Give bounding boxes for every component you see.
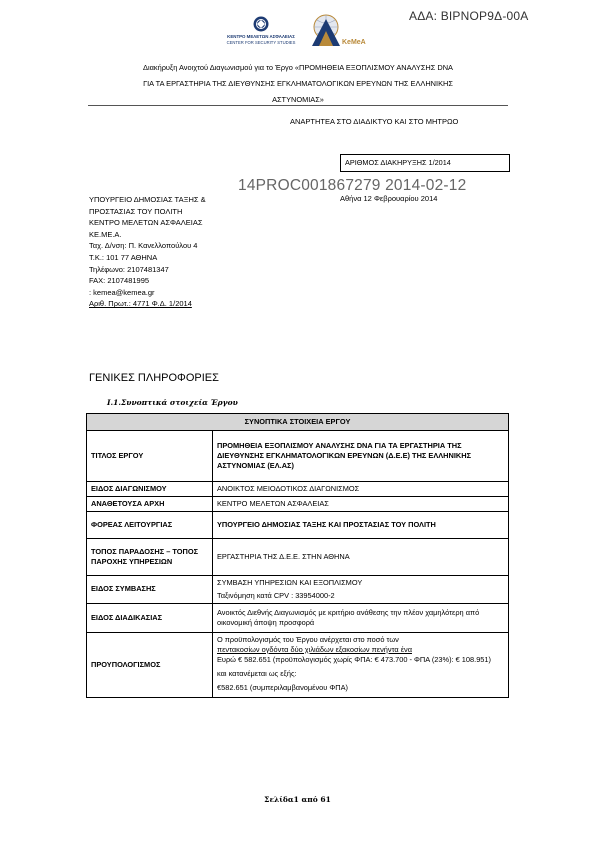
ada-code: ΑΔΑ: ΒΙΡΝΟΡ9Δ-00Α xyxy=(409,9,529,23)
row-label-budget: ΠΡΟΥΠΟΛΟΓΙΣΜΟΣ xyxy=(87,633,213,698)
budget-line: Ευρώ € 582.651 (προϋπολογισμός χωρίς ΦΠΑ: € 473.700 - ΦΠΑ (23%): € 108.951) xyxy=(217,654,491,664)
declaration-title xyxy=(88,60,508,108)
kemea-logo xyxy=(306,13,366,49)
sender-line: ΚΕΝΤΡΟ ΜΕΛΕΤΩΝ ΑΣΦΑΛΕΙΑΣ xyxy=(89,218,203,228)
title-line-3: ΑΣΤΥΝΟΜΙΑΣ» xyxy=(272,95,324,104)
row-value-procedure: Ανοικτός Διεθνής Διαγωνισμός με κριτήριο ανάθεσης την πλέον χαμηλότερη από οικονομική άποψη προσφορά xyxy=(213,604,509,633)
budget-line: Ο προϋπολογισμός του Έργου ανέρχεται στο ποσό των xyxy=(217,635,399,645)
sender-line: ΠΡΟΣΤΑΣΙΑΣ ΤΟΥ ΠΟΛΙΤΗ xyxy=(89,206,183,216)
summary-subsection-heading: Ι.1.Συνοπτικά στοιχεία Έργου xyxy=(107,398,238,407)
table-row xyxy=(87,431,509,482)
sender-block xyxy=(89,194,206,310)
table-row xyxy=(87,575,509,604)
row-label-procedure: ΕΙΔΟΣ ΔΙΑΔΙΚΑΣΙΑΣ xyxy=(87,604,213,633)
document-date: Αθήνα 12 Φεβρουαρίου 2014 xyxy=(340,194,438,203)
row-label-contract-type: ΕΙΔΟΣ ΣΥΜΒΑΣΗΣ xyxy=(87,575,213,604)
table-row xyxy=(87,511,509,538)
page-footer: Σελίδα1 από 61 xyxy=(264,795,331,804)
protocol-number: Αριθ. Πρωτ.: 4771 Φ.Δ. 1/2014 xyxy=(89,299,192,309)
sender-email[interactable]: : kemea@kemea.gr xyxy=(89,287,155,297)
sender-line: Ταχ. Δ/νση: Π. Κανελλοπούλου 4 xyxy=(89,241,198,251)
kentro-logo-line1: ΚΕΝΤΡΟ ΜΕΛΕΤΩΝ ΑΣΦΑΛΕΙΑΣ xyxy=(227,34,295,39)
posting-notice: ΑΝΑΡΤΗΤΕΑ ΣΤΟ ΔΙΑΔΙΚΤΥΟ ΚΑΙ ΣΤΟ ΜΗΤΡΩΟ xyxy=(290,117,459,126)
row-value-operator: ΥΠΟΥΡΓΕΙΟ ΔΗΜΟΣΙΑΣ ΤΑΞΗΣ ΚΑΙ ΠΡΟΣΤΑΣΙΑΣ ΤΟΥ ΠΟΛΙΤΗ xyxy=(213,511,509,538)
sender-line: Τ.Κ.: 101 77 ΑΘΗΝΑ xyxy=(89,252,158,262)
sender-line: FAX: 2107481995 xyxy=(89,276,150,286)
budget-line: και κατανέμεται ως εξής: xyxy=(217,668,297,678)
row-value-authority: ΚΕΝΤΡΟ ΜΕΛΕΤΩΝ ΑΣΦΑΛΕΙΑΣ xyxy=(213,496,509,511)
cpv-classification: Ταξινόμηση κατά CPV : 33954000-2 xyxy=(217,591,335,601)
contract-type-text: ΣΥΜΒΑΣΗ ΥΠΗΡΕΣΙΩΝ ΚΑΙ ΕΞΟΠΛΙΣΜΟΥ xyxy=(217,577,363,587)
general-info-heading: ΓΕΝΙΚΕΣ ΠΛΗΡΟΦΟΡΙΕΣ xyxy=(89,372,219,384)
registry-stamp: 14PROC001867279 2014-02-12 xyxy=(238,177,467,194)
row-value-budget xyxy=(213,633,509,698)
title-divider xyxy=(88,105,508,106)
row-value-place: ΕΡΓΑΣΤΗΡΙΑ ΤΗΣ Δ.Ε.Ε. ΣΤΗΝ ΑΘΗΝΑ xyxy=(213,538,509,575)
title-line-1: Διακήρυξη Ανοιχτού Διαγωνισμού για το Έργο «ΠΡΟΜΗΘΕΙΑ ΕΞΟΠΛΙΣΜΟΥ ΑΝΑΛΥΣΗΣ DNA xyxy=(143,63,453,72)
row-label-authority: ΑΝΑΘΕΤΟΥΣΑ ΑΡΧΗ xyxy=(87,496,213,511)
sender-line: ΥΠΟΥΡΓΕΙΟ ΔΗΜΟΣΙΑΣ ΤΑΞΗΣ & xyxy=(89,195,206,204)
sender-line: ΚΕ.ΜΕ.Α. xyxy=(89,229,122,239)
project-summary-table xyxy=(86,413,509,698)
sender-line: Τηλέφωνο: 2107481347 xyxy=(89,264,169,274)
row-value-contract-type xyxy=(213,575,509,604)
kentro-logo-line2: CENTER FOR SECURITY STUDIES xyxy=(226,40,296,45)
row-value-title: ΠΡΟΜΗΘΕΙΑ ΕΞΟΠΛΙΣΜΟΥ ΑΝΑΛΥΣΗΣ DNA ΓΙΑ ΤΑ ΕΡΓΑΣΤΗΡΙΑ ΤΗΣ ΔΙΕΥΘΥΝΣΗΣ ΕΓΚΛΗΜΑΤΟΛΟΓΙΚΩΝ ΕΡΕΥΝΩΝ (Δ.Ε.Ε) ΤΗΣ ΕΛΛΗΝΙΚΗΣ ΑΣΤΥΝΟΜΙΑΣ (ΕΛ.ΑΣ) xyxy=(213,431,509,482)
title-line-2: ΓΙΑ ΤΑ ΕΡΓΑΣΤΗΡΙΑ ΤΗΣ ΔΙΕΥΘΥΝΣΗΣ ΕΓΚΛΗΜΑΤΟΛΟΓΙΚΩΝ ΕΡΕΥΝΩΝ ΤΗΣ ΕΛΛΗΝΙΚΗΣ xyxy=(143,79,453,88)
table-row xyxy=(87,496,509,511)
row-label-title: ΤΙΤΛΟΣ ΕΡΓΟΥ xyxy=(87,431,213,482)
row-label-competition-type: ΕΙΔΟΣ ΔΙΑΓΩΝΙΣΜΟΥ xyxy=(87,482,213,497)
table-header: ΣΥΝΟΠΤΙΚΑ ΣΤΟΙΧΕΙΑ ΕΡΓΟΥ xyxy=(87,414,509,431)
table-row xyxy=(87,482,509,497)
budget-total: €582.651 (συμπεριλαμβανομένου ΦΠΑ) xyxy=(217,683,348,693)
table-row xyxy=(87,538,509,575)
row-value-competition-type: ΑΝΟΙΚΤΟΣ ΜΕΙΟΔΟΤΙΚΟΣ ΔΙΑΓΩΝΙΣΜΟΣ xyxy=(213,482,509,497)
table-row xyxy=(87,633,509,698)
kentro-logo xyxy=(222,15,300,49)
declaration-number-box: ΑΡΙΘΜΟΣ ΔΙΑΚΗΡΥΞΗΣ 1/2014 xyxy=(340,154,510,172)
table-row xyxy=(87,604,509,633)
table-header-row xyxy=(87,414,509,431)
kemea-logo-text: KeMeA xyxy=(342,39,366,46)
budget-amount-words: πεντακοσίων ογδόντα δύο χιλιάδων εξακοσίων πενήντα ένα xyxy=(217,644,412,654)
row-label-place: ΤΟΠΟΣ ΠΑΡΑΔΟΣΗΣ – ΤΟΠΟΣ ΠΑΡΟΧΗΣ ΥΠΗΡΕΣΙΩΝ xyxy=(87,538,213,575)
row-label-operator: ΦΟΡΕΑΣ ΛΕΙΤΟΥΡΓΙΑΣ xyxy=(87,511,213,538)
